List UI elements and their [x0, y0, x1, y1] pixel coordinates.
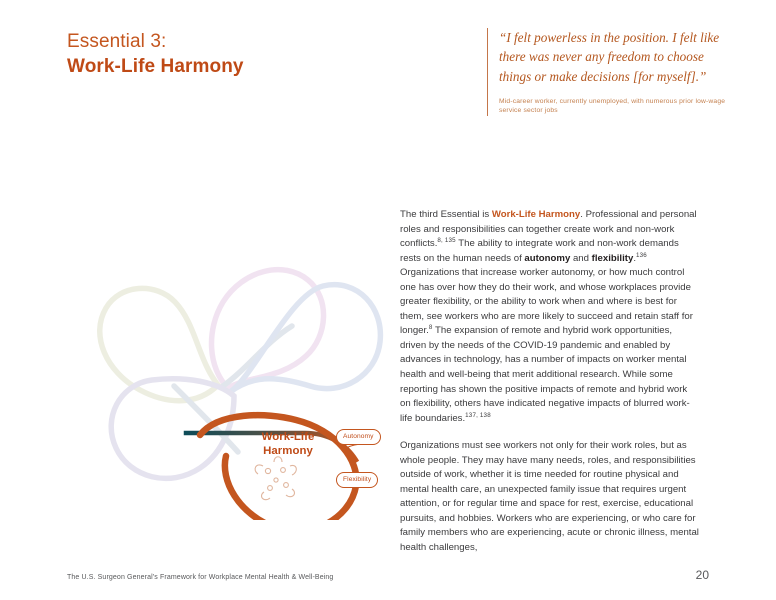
pull-quote: [487, 28, 727, 116]
body-paragraph-2: Organizations must see workers not only for their work roles, but as whole people. They may have many needs, roles, and responsibilities outside of work, whether it is time needed for routine physical and mental health care, an unexpected family issue that requires urgent attention, or for regular time and space for rest, exercise, educational pursuits, and hobbies. Workers who are experiencing, or who care for family members who are experiencing, acute or chronic illness, mental health challenges,: [400, 440, 699, 554]
blue-loop: [230, 285, 380, 392]
title-eyebrow: Essential 3:: [67, 31, 167, 52]
pinwheel-icon: [255, 457, 296, 500]
center-label-line1: Work-Life: [261, 431, 315, 443]
footer-page-number: 20: [695, 568, 709, 582]
p1-seg3: The ability to integrate work and non-work demands rests on the human needs of: [400, 238, 679, 264]
pull-quote-text: “I felt powerless in the position. I felt like there was never any freedom to choose things or make decisions [for myself].”: [499, 30, 720, 84]
pink-loop: [212, 270, 324, 388]
body-paragraph-1: [400, 208, 700, 426]
p1-seg6: Organizations that increase worker autonomy, or how much control one has over how they do their work, and whose workplaces provide greater flexibility, or the ability to work when and where is best for them, see workers who are more likely to succeed and retain staff for longer.: [400, 267, 693, 337]
p1-bold1: autonomy: [524, 252, 571, 264]
p1-seg4: and: [570, 252, 592, 264]
pill-autonomy[interactable]: Autonomy: [336, 429, 381, 445]
p1-sup3: 8: [428, 324, 433, 332]
p1-seg7: The expansion of remote and hybrid work opportunities, driven by the needs of the COVID-19 pandemic and enabled by advances in technology, has a number of impacts on worker mental health and well-being that merit additional research. While some reporting has shown the positive impacts of remote and hybrid work on flexibility, others have indicated negative impacts of blurred work-life boundaries.: [400, 325, 690, 424]
p1-sup2: 136: [635, 251, 647, 259]
body-column: [400, 208, 700, 556]
page-title: [67, 29, 397, 79]
diagram-center-label: [233, 430, 343, 458]
p1-sup4: 137, 138: [465, 411, 491, 419]
p1-seg5: .: [633, 252, 636, 264]
p1-seg2: . Professional and personal roles and responsibilities can together create work and non-work conflicts.: [400, 209, 697, 250]
work-life-harmony-diagram: [78, 190, 398, 520]
footer-title: The U.S. Surgeon General’s Framework for Workplace Mental Health & Well-Being: [67, 574, 334, 581]
pull-quote-attribution: Mid-career worker, currently unemployed, with numerous prior low-wage service sector jobs: [499, 97, 726, 115]
page-footer: [67, 568, 709, 582]
diagram-svg: [78, 190, 398, 520]
p1-highlight: Work-Life Harmony: [491, 209, 581, 220]
p1-bold2: flexibility: [591, 252, 634, 264]
p1-sup1: 8, 135: [437, 236, 456, 244]
center-label-line2: Harmony: [263, 445, 313, 457]
p1-seg1: The third Essential is: [400, 209, 492, 220]
title-main: Work-Life Harmony: [67, 56, 244, 77]
pill-flexibility[interactable]: Flexibility: [336, 472, 378, 488]
